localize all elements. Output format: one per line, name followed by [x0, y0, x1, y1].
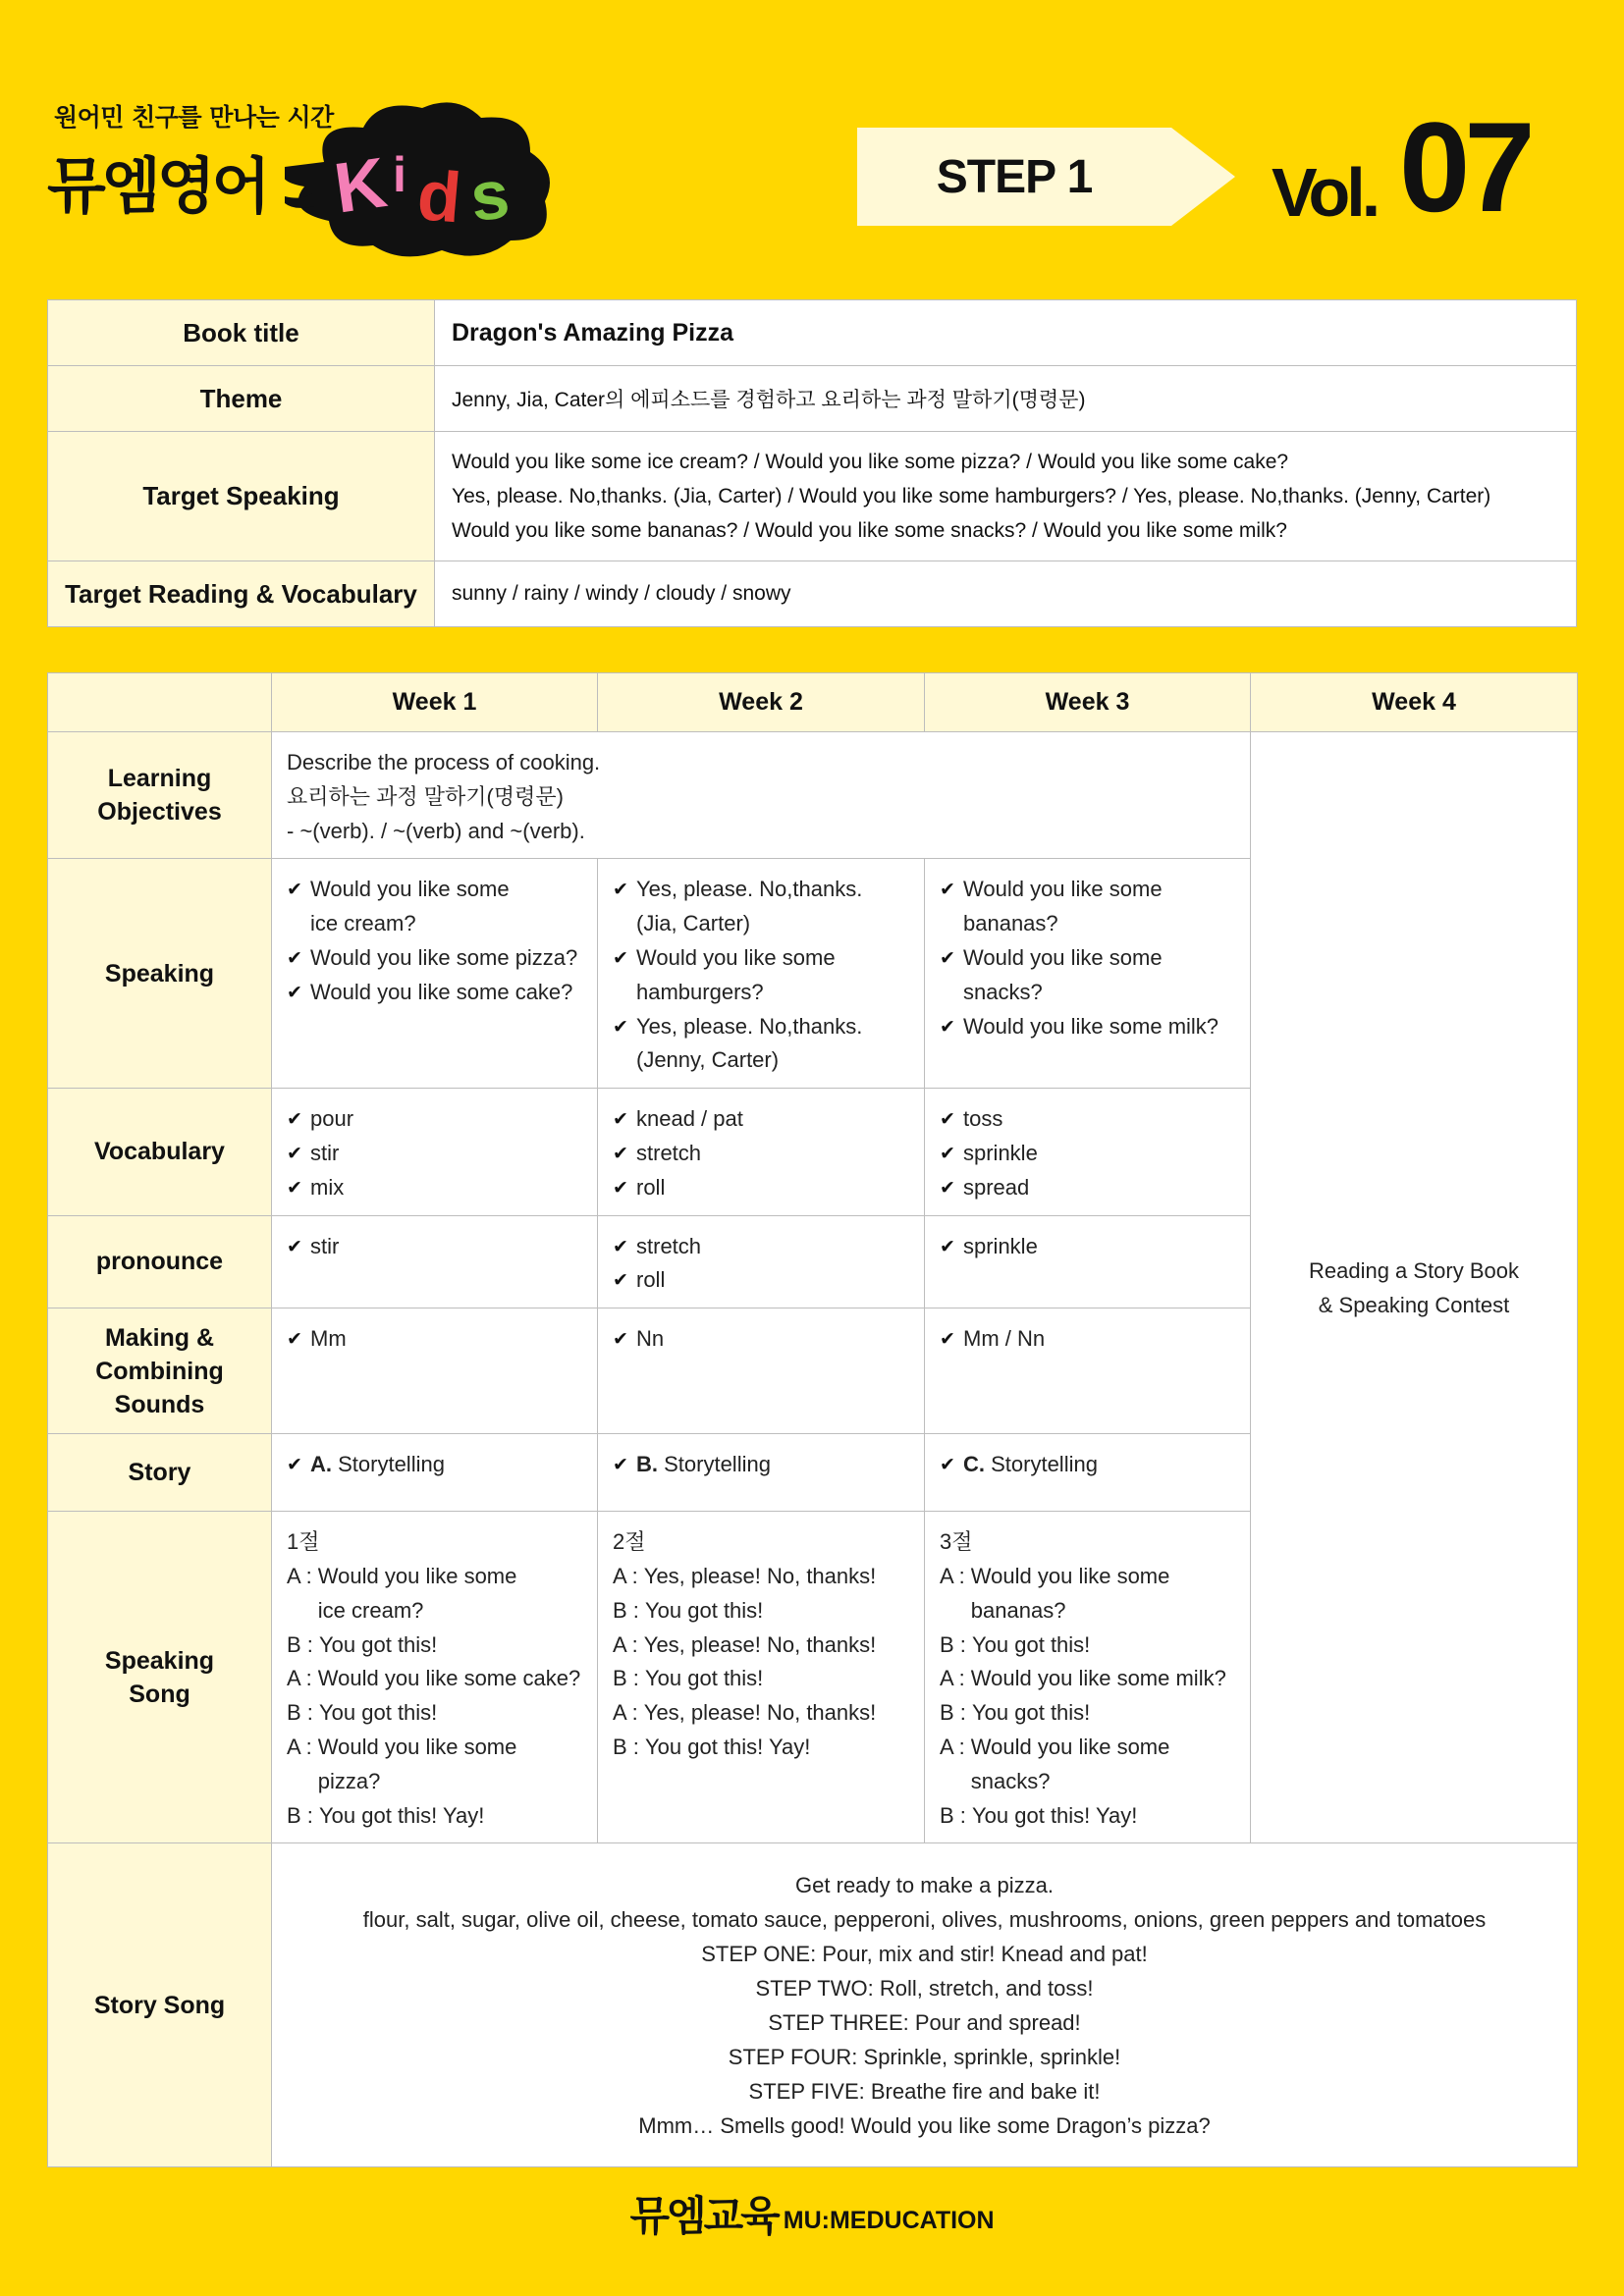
- song-line: B : You got this!: [940, 1700, 1091, 1726]
- song-line: A : Would you like some pizza?: [287, 1734, 517, 1793]
- check-icon: ✔: [613, 1269, 628, 1292]
- speaking-song-week1: [272, 1512, 598, 1843]
- theme-label: Theme: [48, 366, 435, 432]
- weekly-schedule-table: [47, 672, 1578, 2167]
- target-speaking-line: Would you like some bananas? / Would you like some snacks? / Would you like some milk?: [452, 519, 1287, 542]
- learning-objectives-row: [48, 732, 1578, 859]
- check-item: ✔ stretch: [613, 1137, 909, 1171]
- check-icon: ✔: [287, 1176, 302, 1199]
- story-week3: [925, 1434, 1251, 1512]
- song-line: B : You got this!: [287, 1700, 438, 1726]
- speaking-song-week3: [925, 1512, 1251, 1843]
- svg-text:i: i: [393, 147, 406, 202]
- check-item: ✔ Yes, please. No,thanks. (Jia, Carter): [613, 873, 909, 941]
- check-item: ✔ Would you like some snacks?: [940, 941, 1235, 1010]
- corner-cell: [48, 673, 272, 732]
- check-icon: ✔: [613, 946, 628, 969]
- song-line: B : You got this!: [287, 1631, 438, 1657]
- logo-text: Kids: [285, 93, 288, 94]
- song-line: A : Would you like some ice cream?: [287, 1563, 517, 1623]
- svg-text:s: s: [466, 155, 514, 236]
- check-item: ✔ sprinkle: [940, 1137, 1235, 1171]
- story-week2: [598, 1434, 925, 1512]
- song-line: B : You got this!: [940, 1631, 1091, 1657]
- week-header: Week 4: [1251, 673, 1578, 732]
- check-item: ✔ Yes, please. No,thanks. (Jenny, Carter): [613, 1010, 909, 1079]
- check-item: ✔ mix: [287, 1171, 582, 1205]
- story-song-row: [48, 1843, 1578, 2167]
- svg-text:d: d: [413, 155, 464, 239]
- vocabulary-label: Vocabulary: [48, 1089, 272, 1215]
- week4-activity: Reading a Story Book & Speaking Contest: [1251, 732, 1578, 1843]
- logo-letter-k: K: [329, 143, 392, 229]
- check-icon: ✔: [287, 1328, 302, 1351]
- target-speaking-line: Would you like some ice cream? / Would you like some pizza? / Would you like some cake?: [452, 451, 1289, 473]
- speaking-week3: [925, 859, 1251, 1089]
- footer-brand-ko: 뮤엠교육: [629, 2192, 778, 2240]
- story-song-label: Story Song: [48, 1843, 272, 2167]
- vol-number: 07: [1399, 95, 1530, 239]
- check-icon: ✔: [613, 1235, 628, 1257]
- learning-objectives-label: Learning Objectives: [48, 732, 272, 859]
- check-icon: ✔: [287, 879, 302, 901]
- check-item: ✔ toss: [940, 1102, 1235, 1137]
- lyric-line: STEP FIVE: Breathe fire and bake it!: [748, 2078, 1101, 2104]
- target-speaking-value: [435, 432, 1577, 561]
- info-row-theme: [48, 366, 1577, 432]
- lyric-line: STEP TWO: Roll, stretch, and toss!: [755, 1975, 1094, 2001]
- week-header-row: [48, 673, 1578, 732]
- footer-brand-en: MU:MEDUCATION: [783, 2206, 995, 2234]
- check-icon: ✔: [287, 1454, 302, 1476]
- check-icon: ✔: [287, 1108, 302, 1131]
- check-icon: ✔: [613, 1015, 628, 1038]
- song-line: A : Yes, please! No, thanks!: [613, 1563, 877, 1588]
- speaking-week1: [272, 859, 598, 1089]
- song-line: A : Yes, please! No, thanks!: [613, 1700, 877, 1726]
- header: [0, 0, 1624, 285]
- check-icon: ✔: [287, 946, 302, 969]
- song-line: A : Would you like some cake?: [287, 1666, 581, 1691]
- check-item: ✔ Would you like some cake?: [287, 976, 582, 1010]
- pronounce-week3: [925, 1215, 1251, 1308]
- verse-label: 3절: [940, 1529, 973, 1555]
- check-item: ✔ Would you like some pizza?: [287, 941, 582, 976]
- vol-label: Vol.: [1272, 154, 1378, 231]
- check-icon: ✔: [613, 1142, 628, 1164]
- verse-label: 2절: [613, 1529, 646, 1555]
- info-row-book-title: [48, 300, 1577, 366]
- check-icon: ✔: [940, 1176, 955, 1199]
- story-label: Story: [48, 1434, 272, 1512]
- check-icon: ✔: [940, 879, 955, 901]
- check-icon: ✔: [613, 1108, 628, 1131]
- song-line: A : Yes, please! No, thanks!: [613, 1631, 877, 1657]
- check-item: ✔ roll: [613, 1263, 909, 1298]
- check-item: ✔ stir: [287, 1230, 582, 1264]
- check-item: ✔ C. Storytelling: [940, 1448, 1235, 1482]
- check-item: ✔ Mm: [287, 1322, 582, 1357]
- story-week1: [272, 1434, 598, 1512]
- check-item: ✔ stretch: [613, 1230, 909, 1264]
- week-header: Week 3: [925, 673, 1251, 732]
- pronounce-week2: [598, 1215, 925, 1308]
- check-icon: ✔: [940, 1142, 955, 1164]
- check-icon: ✔: [940, 1015, 955, 1038]
- story-song-lyrics: [272, 1843, 1578, 2167]
- verse-label: 1절: [287, 1529, 320, 1555]
- song-line: A : Would you like some milk?: [940, 1666, 1226, 1691]
- check-item: ✔ pour: [287, 1102, 582, 1137]
- header-subtitle: 원어민 친구를 만나는 시간: [54, 103, 334, 132]
- brand-name: 뮤엠영어: [47, 150, 267, 222]
- check-icon: ✔: [613, 1176, 628, 1199]
- lyric-line: STEP ONE: Pour, mix and stir! Knead and pat!: [701, 1941, 1148, 1966]
- lyric-line: flour, salt, sugar, olive oil, cheese, tomato sauce, pepperoni, olives, mushrooms, onions, green peppers and tomatoes: [362, 1906, 1487, 1932]
- footer-logo: [0, 2184, 1624, 2243]
- check-item: ✔ Would you like some milk?: [940, 1010, 1235, 1044]
- lyric-line: Mmm… Smells good! Would you like some Dragon’s pizza?: [638, 2112, 1211, 2138]
- speaking-song-label: Speaking Song: [48, 1512, 272, 1843]
- song-line: B : You got this!: [613, 1666, 764, 1691]
- check-item: ✔ stir: [287, 1137, 582, 1171]
- check-icon: ✔: [940, 1108, 955, 1131]
- check-icon: ✔: [940, 1235, 955, 1257]
- check-icon: ✔: [287, 1235, 302, 1257]
- speaking-song-week2: [598, 1512, 925, 1843]
- check-icon: ✔: [613, 1454, 628, 1476]
- check-icon: ✔: [940, 946, 955, 969]
- info-row-target-reading: [48, 561, 1577, 627]
- making-sounds-week3: [925, 1308, 1251, 1434]
- check-item: ✔ Would you like some ice cream?: [287, 873, 582, 941]
- pronounce-label: pronounce: [48, 1215, 272, 1308]
- target-reading-label: Target Reading & Vocabulary: [48, 561, 435, 627]
- vocabulary-week3: [925, 1089, 1251, 1215]
- check-item: ✔ Nn: [613, 1322, 909, 1357]
- check-item: ✔ spread: [940, 1171, 1235, 1205]
- check-item: ✔ A. Storytelling: [287, 1448, 582, 1482]
- lyric-line: Get ready to make a pizza.: [795, 1872, 1054, 1897]
- vocabulary-week1: [272, 1089, 598, 1215]
- song-line: B : You got this! Yay!: [287, 1802, 485, 1828]
- target-speaking-label: Target Speaking: [48, 432, 435, 561]
- book-info-table: [47, 299, 1577, 627]
- song-line: B : You got this! Yay!: [940, 1802, 1138, 1828]
- check-item: ✔ Mm / Nn: [940, 1322, 1235, 1357]
- check-item: ✔ roll: [613, 1171, 909, 1205]
- learning-objectives-value: Describe the process of cooking. 요리하는 과정 말하기(명령문) - ~(verb). / ~(verb) and ~(verb).: [272, 732, 1251, 859]
- target-reading-value: sunny / rainy / windy / cloudy / snowy: [435, 561, 1577, 627]
- song-line: A : Would you like some snacks?: [940, 1734, 1170, 1793]
- making-sounds-week1: [272, 1308, 598, 1434]
- target-speaking-line: Yes, please. No,thanks. (Jia, Carter) / Would you like some hamburgers? / Yes, please. No,thanks. (Jenny, Carter): [452, 485, 1491, 507]
- song-line: B : You got this!: [613, 1597, 764, 1623]
- check-icon: ✔: [940, 1454, 955, 1476]
- check-icon: ✔: [287, 1142, 302, 1164]
- week-header: Week 1: [272, 673, 598, 732]
- check-icon: ✔: [613, 879, 628, 901]
- check-item: ✔ Would you like some bananas?: [940, 873, 1235, 941]
- check-item: ✔ sprinkle: [940, 1230, 1235, 1264]
- kids-logo: [285, 93, 560, 260]
- pronounce-week1: [272, 1215, 598, 1308]
- lyric-line: STEP FOUR: Sprinkle, sprinkle, sprinkle!: [728, 2044, 1121, 2069]
- vocabulary-week2: [598, 1089, 925, 1215]
- speaking-week2: [598, 859, 925, 1089]
- theme-value: Jenny, Jia, Cater의 에피소드를 경험하고 요리하는 과정 말하기(명령문): [435, 366, 1577, 432]
- speaking-label: Speaking: [48, 859, 272, 1089]
- making-sounds-week2: [598, 1308, 925, 1434]
- lyric-line: STEP THREE: Pour and spread!: [768, 2009, 1081, 2035]
- song-line: B : You got this! Yay!: [613, 1734, 811, 1759]
- check-icon: ✔: [613, 1328, 628, 1351]
- week-header: Week 2: [598, 673, 925, 732]
- book-title-label: Book title: [48, 300, 435, 366]
- song-line: A : Would you like some bananas?: [940, 1563, 1170, 1623]
- check-item: ✔ knead / pat: [613, 1102, 909, 1137]
- check-item: ✔ B. Storytelling: [613, 1448, 909, 1482]
- check-icon: ✔: [940, 1328, 955, 1351]
- making-sounds-label: Making & Combining Sounds: [48, 1308, 272, 1434]
- check-item: ✔ Would you like some hamburgers?: [613, 941, 909, 1010]
- info-row-target-speaking: [48, 432, 1577, 561]
- check-icon: ✔: [287, 981, 302, 1003]
- book-title-value: Dragon's Amazing Pizza: [435, 300, 1577, 366]
- step-label: STEP 1: [936, 150, 1093, 203]
